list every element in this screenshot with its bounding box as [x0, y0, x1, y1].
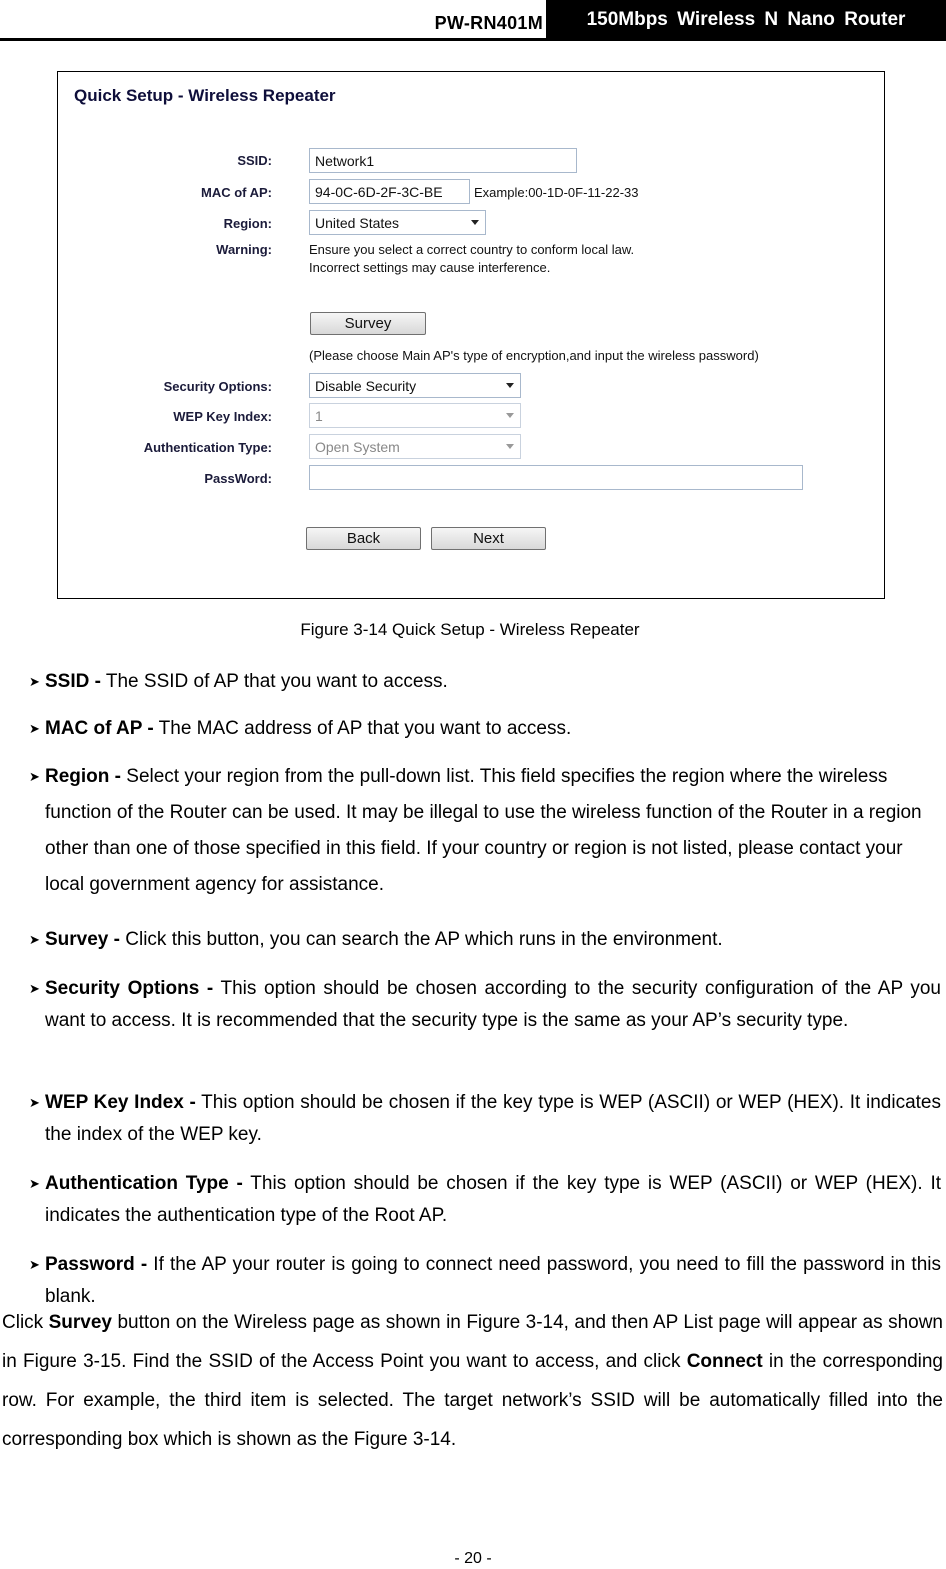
- header-title: 150Mbps Wireless N Nano Router: [546, 0, 946, 38]
- bullet-password: ➤ Password - If the AP your router is going to connect need password, you need to fill the password in this blank.: [45, 1249, 941, 1313]
- security-select[interactable]: [309, 373, 521, 398]
- bullet-mac: ➤ MAC of AP - The MAC address of AP that you want to access.: [45, 711, 941, 747]
- auth-value: Open System: [315, 439, 400, 455]
- password-input[interactable]: [309, 465, 803, 490]
- password-label: PassWord:: [204, 471, 272, 486]
- security-value: Disable Security: [315, 378, 417, 394]
- bullet-ssid: ➤ SSID - The SSID of AP that you want to access.: [45, 664, 941, 700]
- survey-hint: (Please choose Main AP's type of encryption,and input the wireless password): [309, 348, 759, 363]
- wep-key-index-select[interactable]: [309, 403, 521, 428]
- chevron-down-icon: [506, 444, 514, 449]
- auth-type-select[interactable]: [309, 434, 521, 459]
- warning-line2: Incorrect settings may cause interference.: [309, 260, 551, 275]
- page-header: [0, 0, 946, 41]
- bullet-security: ➤ Security Options - This option should be chosen according to the security configuration of the AP you want to access. It is recommended that the security type is the same as your AP’s security type.: [45, 973, 941, 1037]
- ssid-label: SSID:: [237, 153, 272, 168]
- bullet-arrow-icon: ➤: [29, 981, 40, 996]
- bullet-region: ➤ Region - Select your region from the pull-down list. This field specifies the region where the wireless function of the Router can be used. It may be illegal to use the wireless function of the Router in a region other than one of those specified in this field. If your country or region is not listed, please contact your local government agency for assistance.: [45, 759, 941, 903]
- header-rule: [0, 38, 946, 41]
- bullet-auth: ➤ Authentication Type - This option should be chosen if the key type is WEP (ASCII) or WEP (HEX). It indicates the authentication type of the Root AP.: [45, 1168, 941, 1232]
- panel-title: Quick Setup - Wireless Repeater: [74, 86, 336, 105]
- auth-label: Authentication Type:: [143, 440, 272, 455]
- quick-setup-panel: [57, 71, 885, 599]
- wep-value: 1: [315, 408, 323, 424]
- survey-button[interactable]: Survey: [310, 312, 426, 335]
- next-button[interactable]: Next: [431, 527, 546, 550]
- bullet-arrow-icon: ➤: [29, 1257, 40, 1272]
- region-label: Region:: [223, 216, 272, 231]
- mac-input[interactable]: 94-0C-6D-2F-3C-BE: [309, 179, 470, 204]
- warning-label: Warning:: [216, 242, 272, 257]
- mac-example: Example:00-1D-0F-11-22-33: [474, 185, 639, 200]
- bullet-arrow-icon: ➤: [29, 1176, 40, 1191]
- bullet-arrow-icon: ➤: [29, 674, 40, 689]
- back-button[interactable]: Back: [306, 527, 421, 550]
- bullet-arrow-icon: ➤: [29, 1095, 40, 1110]
- chevron-down-icon: [506, 383, 514, 388]
- warning-line1: Ensure you select a correct country to conform local law.: [309, 242, 635, 257]
- bullet-arrow-icon: ➤: [29, 932, 40, 947]
- header-model: PW-RN401M: [434, 13, 543, 33]
- chevron-down-icon: [471, 220, 479, 225]
- region-select[interactable]: [309, 210, 486, 235]
- region-value: United States: [315, 215, 400, 231]
- bullet-survey: ➤ Survey - Click this button, you can search the AP which runs in the environment.: [45, 922, 941, 958]
- figure-caption: Figure 3-14 Quick Setup - Wireless Repeater: [300, 620, 640, 639]
- bullet-arrow-icon: ➤: [29, 721, 40, 736]
- mac-label: MAC of AP:: [200, 185, 272, 200]
- bullet-arrow-icon: ➤: [29, 769, 40, 784]
- body-paragraph: Click Survey button on the Wireless page as shown in Figure 3-14, and then AP List page will appear as shown in Figure 3-15. Find the SSID of the Access Point you want to access, and click Connect in the corresponding row. For example, the third item is selected. The target network’s SSID will be automatically filled into the corresponding box which is shown as the Figure 3-14.: [2, 1312, 943, 1450]
- wep-label: WEP Key Index:: [173, 409, 272, 424]
- chevron-down-icon: [506, 413, 514, 418]
- security-label: Security Options:: [163, 379, 272, 394]
- page-number: - 20 -: [454, 1550, 492, 1567]
- ssid-input[interactable]: Network1: [309, 148, 577, 173]
- bullet-wep: ➤ WEP Key Index - This option should be chosen if the key type is WEP (ASCII) or WEP (HEX). It indicates the index of the WEP key.: [45, 1087, 941, 1151]
